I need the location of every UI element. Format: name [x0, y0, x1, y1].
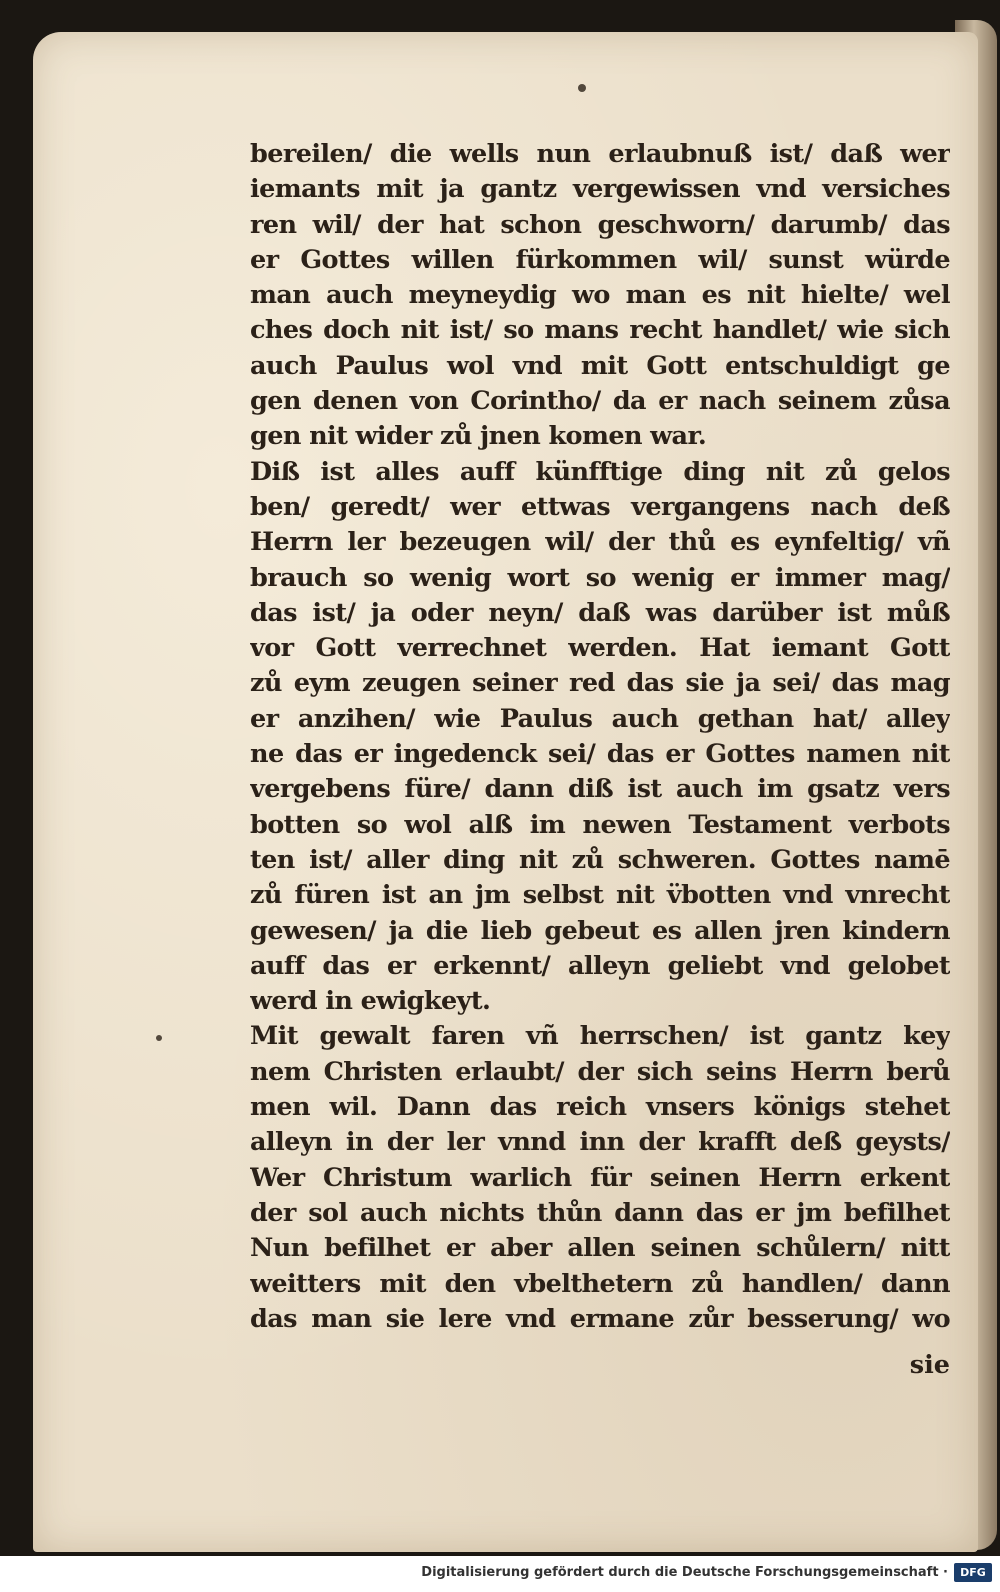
text-line: ten ist/ aller ding nit zů schweren. Gottes namē [250, 844, 950, 875]
text-line: Wer Christum warlich für seinen Herrn erkent [250, 1162, 950, 1193]
text-line: vor Gott verrechnet werden. Hat iemant Gott [250, 633, 950, 664]
page-text [250, 137, 950, 1337]
text-line: iemants mit ja gantz vergewissen vnd versiches [250, 174, 950, 205]
text-line: man auch meyneydig wo man es nit hielte/ wel [250, 280, 950, 311]
text-line: er anzihen/ wie Paulus auch gethan hat/ alley [250, 703, 950, 734]
text-line: auch Paulus wol vnd mit Gott entschuldigt ge [250, 350, 950, 381]
text-line: zů eym zeugen seiner red das sie ja sei/ das mag [250, 668, 950, 699]
text-line: gen denen von Corintho/ da er nach seinem zůsa [250, 386, 950, 417]
catchword: sie [909, 1350, 950, 1380]
text-line: er Gottes willen fürkommen wil/ sunst würde [250, 244, 950, 275]
text-line: weitters mit den vbelthetern zů handlen/ dann [250, 1268, 950, 1299]
text-line: vergebens füre/ dann diß ist auch im gsatz vers [250, 774, 950, 805]
text-line: der sol auch nichts thůn dann das er jm befilhet [250, 1197, 950, 1228]
text-line: zů füren ist an jm selbst nit v̈botten vnd vnrecht [250, 880, 950, 911]
text-line: werd in ewigkeyt. [250, 986, 491, 1017]
text-line: botten so wol alß im newen Testament verbots [250, 809, 950, 840]
text-line: Diß ist alles auff künfftige ding nit zů gelos [250, 456, 950, 487]
text-line: ben/ geredt/ wer ettwas vergangens nach deß [250, 491, 950, 522]
text-line: das ist/ ja oder neyn/ daß was darüber ist můß [250, 597, 950, 628]
text-line: brauch so wenig wort so wenig er immer mag/ [250, 562, 950, 593]
text-line: nem Christen erlaubt/ der sich seins Herrn berů [250, 1056, 950, 1087]
ink-speck [578, 84, 586, 92]
text-line: bereilen/ die wells nun erlaubnuß ist/ daß wer [250, 139, 950, 169]
text-line: Nun befilhet er aber allen seinen schůlern/ nitt [250, 1233, 950, 1264]
text-line: ren wil/ der hat schon geschworn/ darumb/ das [250, 209, 950, 240]
text-line: ches doch nit ist/ so mans recht handlet/ wie sich [250, 315, 950, 346]
text-line: alleyn in der ler vnnd inn der krafft deß geysts/ [250, 1127, 950, 1158]
text-line: ne das er ingedenck sei/ das er Gottes namen nit [250, 739, 950, 770]
ink-speck [156, 1035, 162, 1041]
text-line: gen nit wider zů jnen komen war. [250, 421, 707, 452]
dfg-logo: DFG [954, 1563, 992, 1582]
footer-bar [0, 1556, 1000, 1592]
text-line: Mit gewalt faren vñ herrschen/ ist gantz key [250, 1021, 950, 1052]
text-line: men wil. Dann das reich vnsers königs stehet [250, 1092, 950, 1123]
text-line: das man sie lere vnd ermane zůr besserung/ wo [250, 1303, 950, 1334]
text-line: auff das er erkennt/ alleyn geliebt vnd gelobet [250, 950, 950, 981]
text-line: gewesen/ ja die lieb gebeut es allen jren kindern [250, 915, 950, 946]
text-line: Herrn ler bezeugen wil/ der thů es eynfeltig/ vñ [250, 527, 950, 558]
funding-notice: Digitalisierung gefördert durch die Deutsche Forschungsgemeinschaft · [421, 1565, 948, 1580]
